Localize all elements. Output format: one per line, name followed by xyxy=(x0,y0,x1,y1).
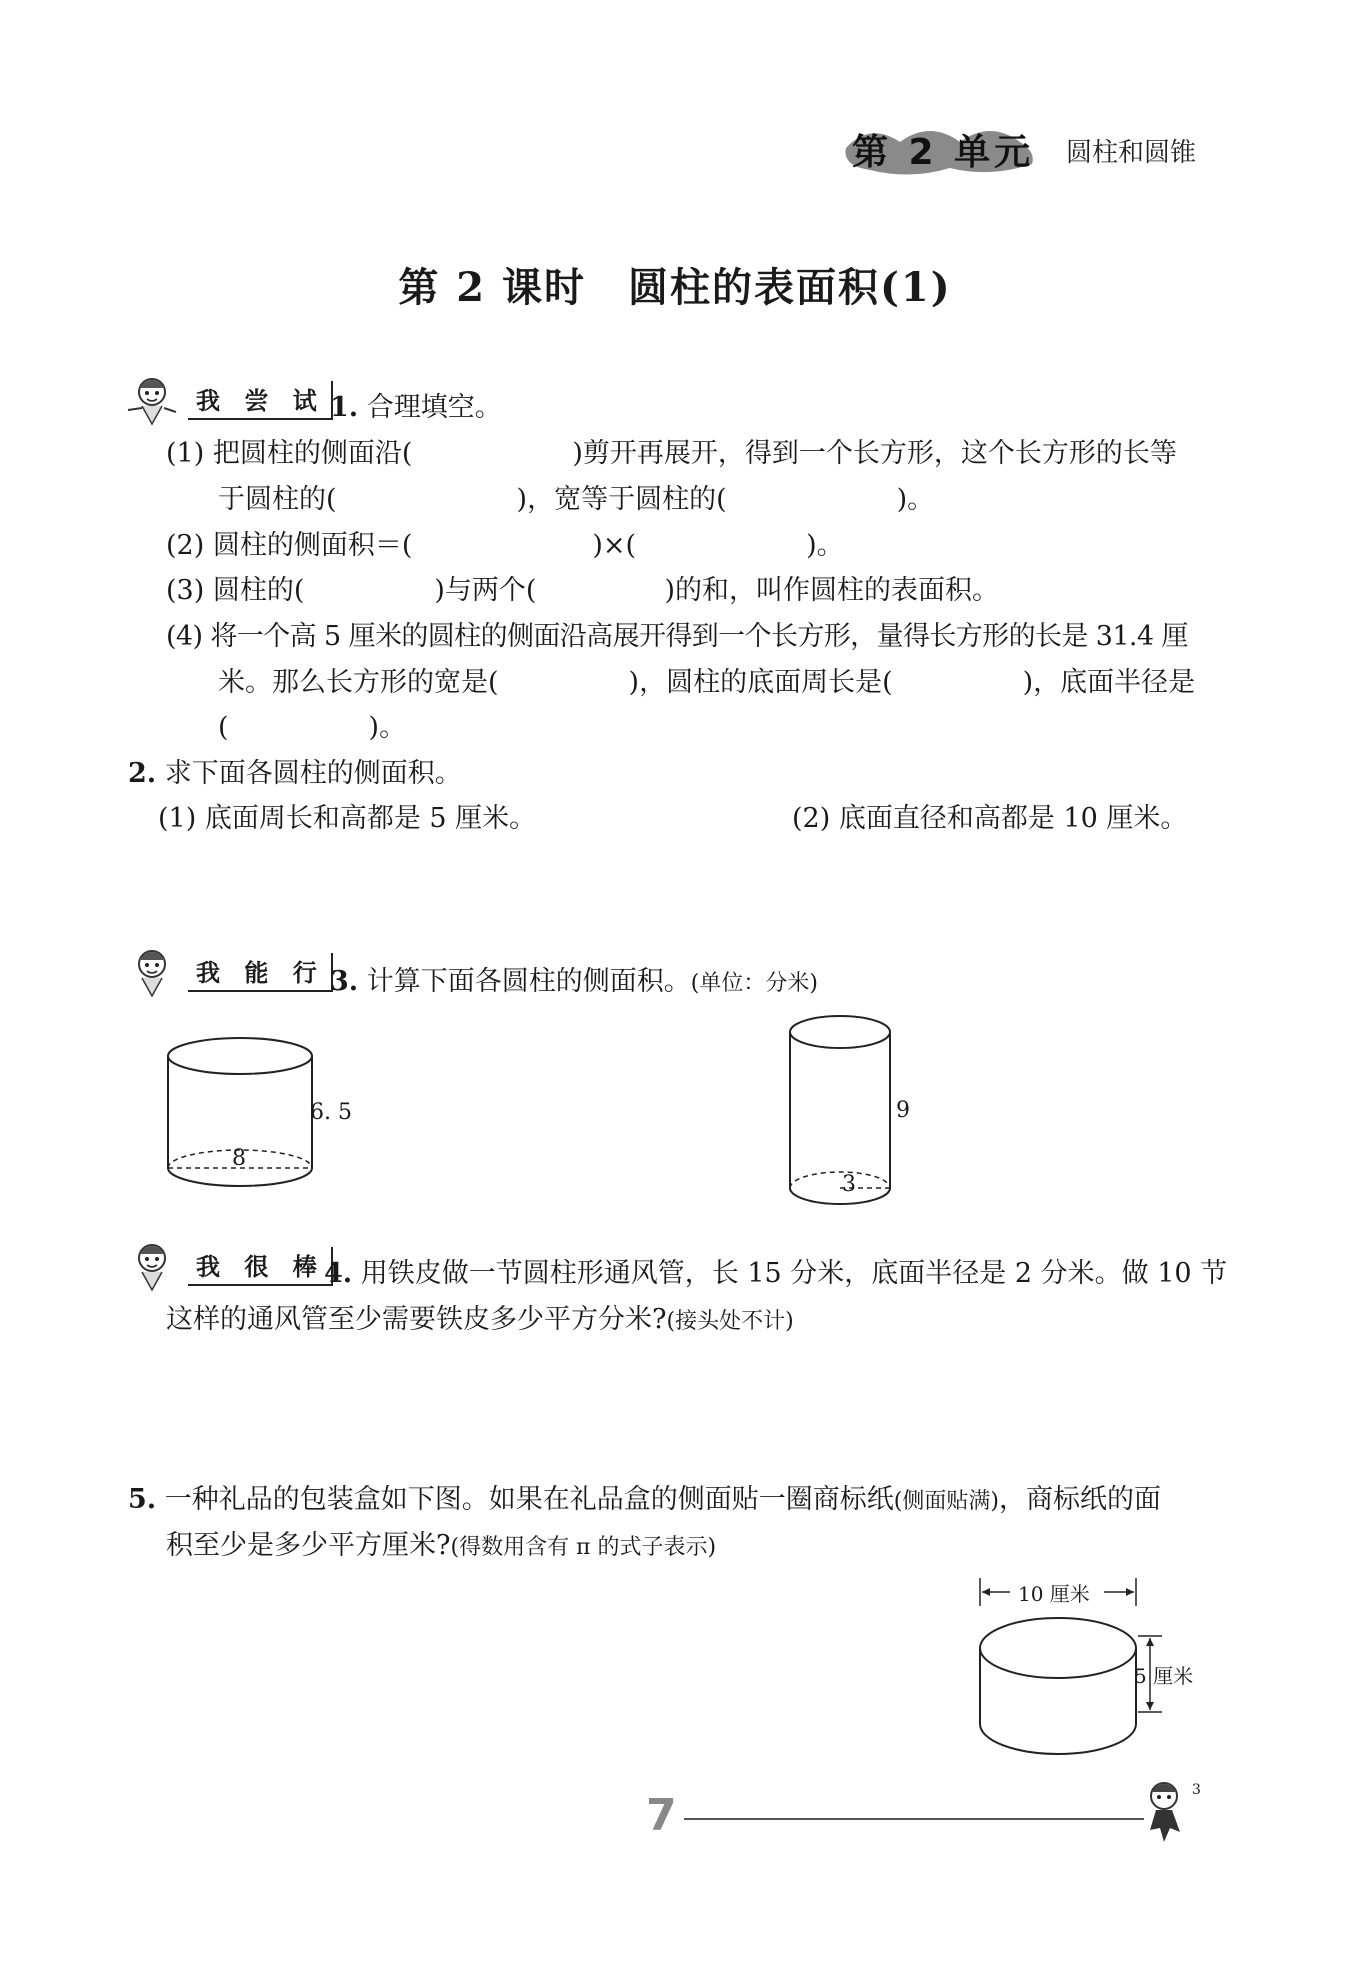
gift-box-diameter-label: 10 厘米 xyxy=(1018,1582,1090,1606)
q5-line2 xyxy=(166,1530,716,1562)
q2-title-text: 求下面各圆柱的侧面积。 xyxy=(164,758,462,789)
q1-title-text: 合理填空。 xyxy=(366,392,502,423)
q1-part4-line1: (4) 将一个高 5 厘米的圆柱的侧面沿高展开得到一个长方形，量得长方形的长是 31.4 厘 xyxy=(166,621,1188,652)
lesson-title: 第 2 课时 圆柱的表面积(1) xyxy=(398,264,952,311)
cylinder2-radius-label: 3 xyxy=(842,1172,856,1197)
q1-part4-line2 xyxy=(218,667,1195,699)
q5-line1-note: (侧面贴满) xyxy=(893,1489,999,1514)
q1-part4-line3 xyxy=(218,712,406,744)
q5-line1-text-b: ，商标纸的面 xyxy=(998,1484,1161,1515)
q3-number: 3. xyxy=(330,966,359,997)
q5-line2-text: 积至少是多少平方厘米? xyxy=(166,1530,451,1561)
q4-line1-text: 用铁皮做一节圆柱形通风管，长 15 分米，底面半径是 2 分米。做 10 节 xyxy=(360,1258,1228,1289)
section-try-label: 我 尝 试 xyxy=(188,381,333,420)
q1-p4-text-c: )，圆柱的底面周长是( xyxy=(628,667,893,698)
q4-note: (接头处不计) xyxy=(666,1309,794,1334)
q1-p1-text-a: (1) 把圆柱的侧面沿( xyxy=(166,438,413,469)
q4-line2 xyxy=(166,1304,794,1336)
section-great-label: 我 很 棒 xyxy=(188,1247,333,1286)
section-try xyxy=(124,372,333,428)
q1-p1-text-b: )剪开再展开，得到一个长方形，这个长方形的长等 xyxy=(572,438,1177,469)
q5-line1 xyxy=(128,1484,1161,1516)
cylinder1-diameter-label: 8 xyxy=(232,1146,246,1171)
q1-p1-text-e: )。 xyxy=(896,484,935,515)
q1-p2-text-b: )×( xyxy=(592,530,637,561)
page-number: 7 xyxy=(646,1790,677,1841)
q5-line1-text-a: 一种礼品的包装盒如下图。如果在礼品盒的侧面贴一圈商标纸 xyxy=(164,1484,894,1515)
q1-p2-text-c: )。 xyxy=(806,530,844,561)
q1-part2 xyxy=(166,530,844,562)
q1-p4-text-b: 米。那么长方形的宽是( xyxy=(218,667,499,698)
q1-title xyxy=(330,392,502,424)
section-can-label: 我 能 行 xyxy=(188,953,333,992)
unit-label: 第 2 单元 xyxy=(852,132,1035,173)
q1-p4-text-f: )。 xyxy=(368,712,407,743)
q1-part1-line2 xyxy=(218,484,934,516)
q1-p1-text-d: )，宽等于圆柱的( xyxy=(516,484,727,515)
q1-p4-text-d: )，底面半径是 xyxy=(1022,667,1196,698)
mascot-girl-icon xyxy=(124,372,180,428)
q2-sub2: (2) 底面直径和高都是 10 厘米。 xyxy=(792,803,1188,834)
q3-title xyxy=(330,966,818,998)
q2-number: 2. xyxy=(128,758,157,789)
q5-number: 5. xyxy=(128,1484,157,1515)
mascot-girl-icon xyxy=(124,1238,180,1294)
q3-title-text: 计算下面各圆柱的侧面积。 xyxy=(366,966,691,997)
q1-number: 1. xyxy=(330,392,359,423)
q1-p2-text-a: (2) 圆柱的侧面积＝( xyxy=(166,530,413,561)
cylinder2-height-label: 9 xyxy=(896,1098,910,1123)
q3-unit-note: (单位：分米) xyxy=(690,971,818,996)
q1-part1-line1 xyxy=(166,438,1177,470)
unit-topic: 圆柱和圆锥 xyxy=(1066,138,1197,168)
cylinder1-height-label: 6. 5 xyxy=(310,1100,352,1125)
section-great xyxy=(124,1238,333,1294)
q2-title xyxy=(128,758,462,790)
footer-rule xyxy=(684,1818,1144,1820)
footer-mascot-icon xyxy=(1138,1778,1198,1848)
corner-mark: 3 xyxy=(1192,1782,1201,1798)
mascot-girl-icon xyxy=(124,944,180,1000)
q4-line1 xyxy=(324,1258,1227,1290)
section-can xyxy=(124,944,333,1000)
q1-p4-text-e: ( xyxy=(218,712,229,743)
gift-box-height-label: 5 厘米 xyxy=(1134,1664,1194,1688)
q1-part3 xyxy=(166,575,999,607)
q1-p3-text-a: (3) 圆柱的( xyxy=(166,575,305,606)
q2-sub1: (1) 底面周长和高都是 5 厘米。 xyxy=(158,803,537,834)
q1-p3-text-c: )的和，叫作圆柱的表面积。 xyxy=(664,575,999,606)
q4-line2-text: 这样的通风管至少需要铁皮多少平方分米? xyxy=(166,1304,667,1335)
q1-p1-text-c: 于圆柱的( xyxy=(218,484,337,515)
q4-number: 4. xyxy=(324,1258,353,1289)
q5-line2-note: (得数用含有 π 的式子表示) xyxy=(450,1535,717,1560)
q1-p3-text-b: )与两个( xyxy=(434,575,537,606)
